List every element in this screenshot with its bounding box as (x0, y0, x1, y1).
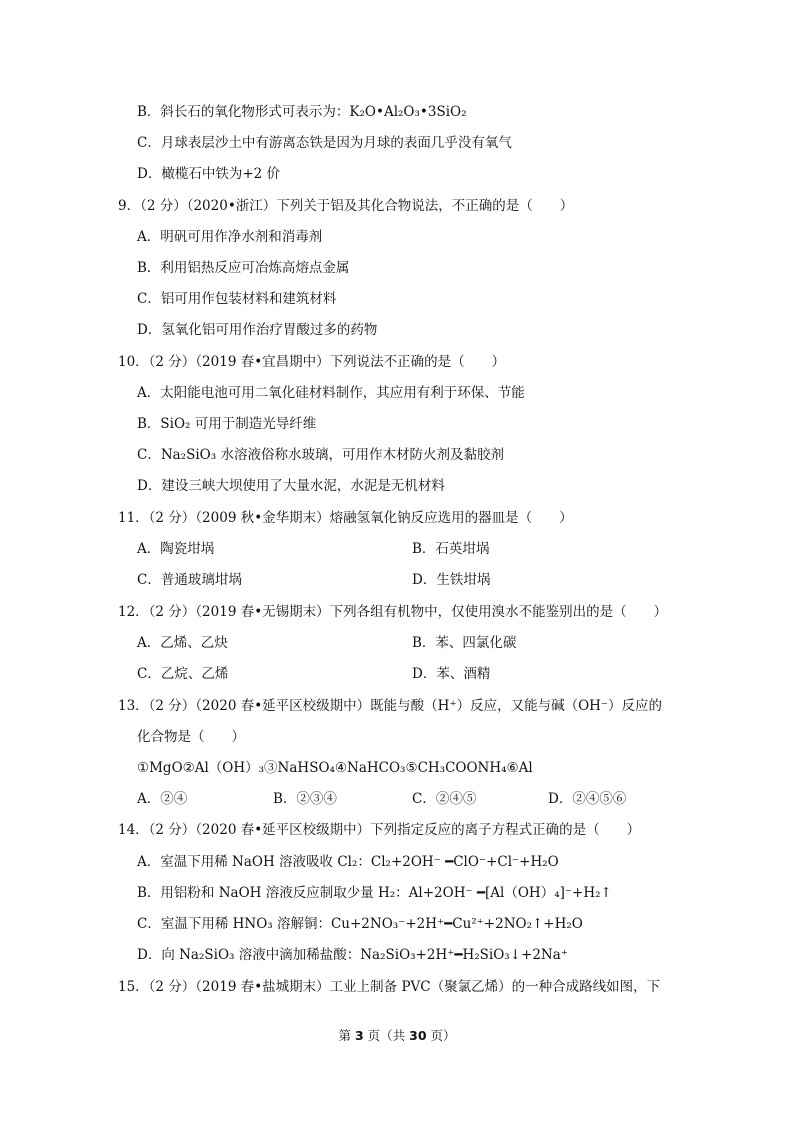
q13-option-c: C．②④⑤ (412, 791, 477, 807)
q11-option-c: C．普通玻璃坩埚 (137, 572, 242, 588)
q12-option-d: D．苯、酒精 (412, 666, 491, 682)
footer-suffix: 页） (426, 1028, 456, 1043)
footer-prefix: 第 (338, 1028, 355, 1043)
q13-stem-line1: 13．（2 分）（2020 春•延平区校级期中）既能与酸（H⁺）反应，又能与碱（OH⁻）反应的 (118, 698, 663, 714)
q11-option-a: A．陶瓷坩埚 (137, 541, 215, 557)
q14-stem: 14．（2 分）（2020 春•延平区校级期中）下列指定反应的离子方程式正确的是（ ） (118, 822, 641, 838)
q13-option-b: B．②③④ (273, 791, 337, 807)
q11-option-b: B．石英坩埚 (412, 541, 490, 557)
q8-option-c: C．月球表层沙土中有游离态铁是因为月球的表面几乎没有氧气 (137, 135, 512, 151)
footer-total-pages: 30 (409, 1028, 427, 1043)
q13-compound-list: ①MgO②Al（OH）₃③NaHSO₄④NaHCO₃⑤CH₃COONH₄⑥Al (137, 760, 533, 776)
q8-option-d: D．橄榄石中铁为+2 价 (137, 166, 281, 182)
q10-option-c: C．Na₂SiO₃ 水溶液俗称水玻璃，可用作木材防火剂及黏胶剂 (137, 447, 504, 463)
q14-option-b: B．用铝粉和 NaOH 溶液反应制取少量 H₂：Al+2OH⁻ ━[Al（OH）₄]⁻+H₂↑ (137, 885, 612, 901)
q13-stem-line2: 化合物是（ ） (137, 729, 245, 745)
q12-option-a: A．乙烯、乙炔 (137, 635, 228, 651)
footer-page-number: 3 (354, 1028, 364, 1043)
q12-option-b: B．苯、四氯化碳 (412, 635, 517, 651)
q9-option-a: A．明矾可用作净水剂和消毒剂 (137, 229, 323, 245)
q14-option-a: A．室温下用稀 NaOH 溶液吸收 Cl₂：Cl₂+2OH⁻ ━ClO⁻+Cl⁻+H₂O (137, 854, 559, 870)
q14-option-c: C．室温下用稀 HNO₃ 溶解铜：Cu+2NO₃⁻+2H⁺━Cu²⁺+2NO₂↑+H₂O (137, 916, 583, 932)
q15-stem: 15．（2 分）（2019 春•盐城期末）工业上制备 PVC（聚氯乙烯）的一种合成路线如图，下 (118, 979, 661, 995)
q8-option-b: B．斜长石的氧化物形式可表示为：K₂O•Al₂O₃•3SiO₂ (137, 104, 467, 120)
q12-option-c: C．乙烷、乙烯 (137, 666, 229, 682)
q9-option-c: C．铝可用作包装材料和建筑材料 (137, 291, 337, 307)
q11-stem: 11．（2 分）（2009 秋•金华期末）熔融氢氧化钠反应选用的器皿是（ ） (118, 510, 573, 526)
q12-stem: 12．（2 分）（2019 春•无锡期末）下列各组有机物中，仅使用溴水不能鉴别出的是（ ） (118, 604, 668, 620)
q10-option-d: D．建设三峡大坝使用了大量水泥，水泥是无机材料 (137, 478, 445, 494)
q9-stem: 9．（2 分）（2020•浙江）下列关于铝及其化合物说法，不正确的是（ ） (118, 198, 574, 214)
q10-option-b: B．SiO₂ 可用于制造光导纤维 (137, 416, 317, 432)
footer-middle: 页（共 (363, 1028, 410, 1043)
q10-option-a: A．太阳能电池可用二氧化硅材料制作，其应用有利于环保、节能 (137, 385, 525, 401)
page-footer (0, 1028, 794, 1044)
q9-option-b: B．利用铝热反应可冶炼高熔点金属 (137, 260, 350, 276)
q13-option-a: A．②④ (137, 791, 188, 807)
q10-stem: 10．（2 分）（2019 春•宜昌期中）下列说法不正确的是（ ） (118, 354, 506, 370)
q9-option-d: D．氢氧化铝可用作治疗胃酸过多的药物 (137, 322, 378, 338)
q14-option-d: D．向 Na₂SiO₃ 溶液中滴加稀盐酸：Na₂SiO₃+2H⁺━H₂SiO₃↓+2Na⁺ (137, 947, 568, 963)
q11-option-d: D．生铁坩埚 (412, 572, 491, 588)
q13-option-d: D．②④⑤⑥ (548, 791, 627, 807)
